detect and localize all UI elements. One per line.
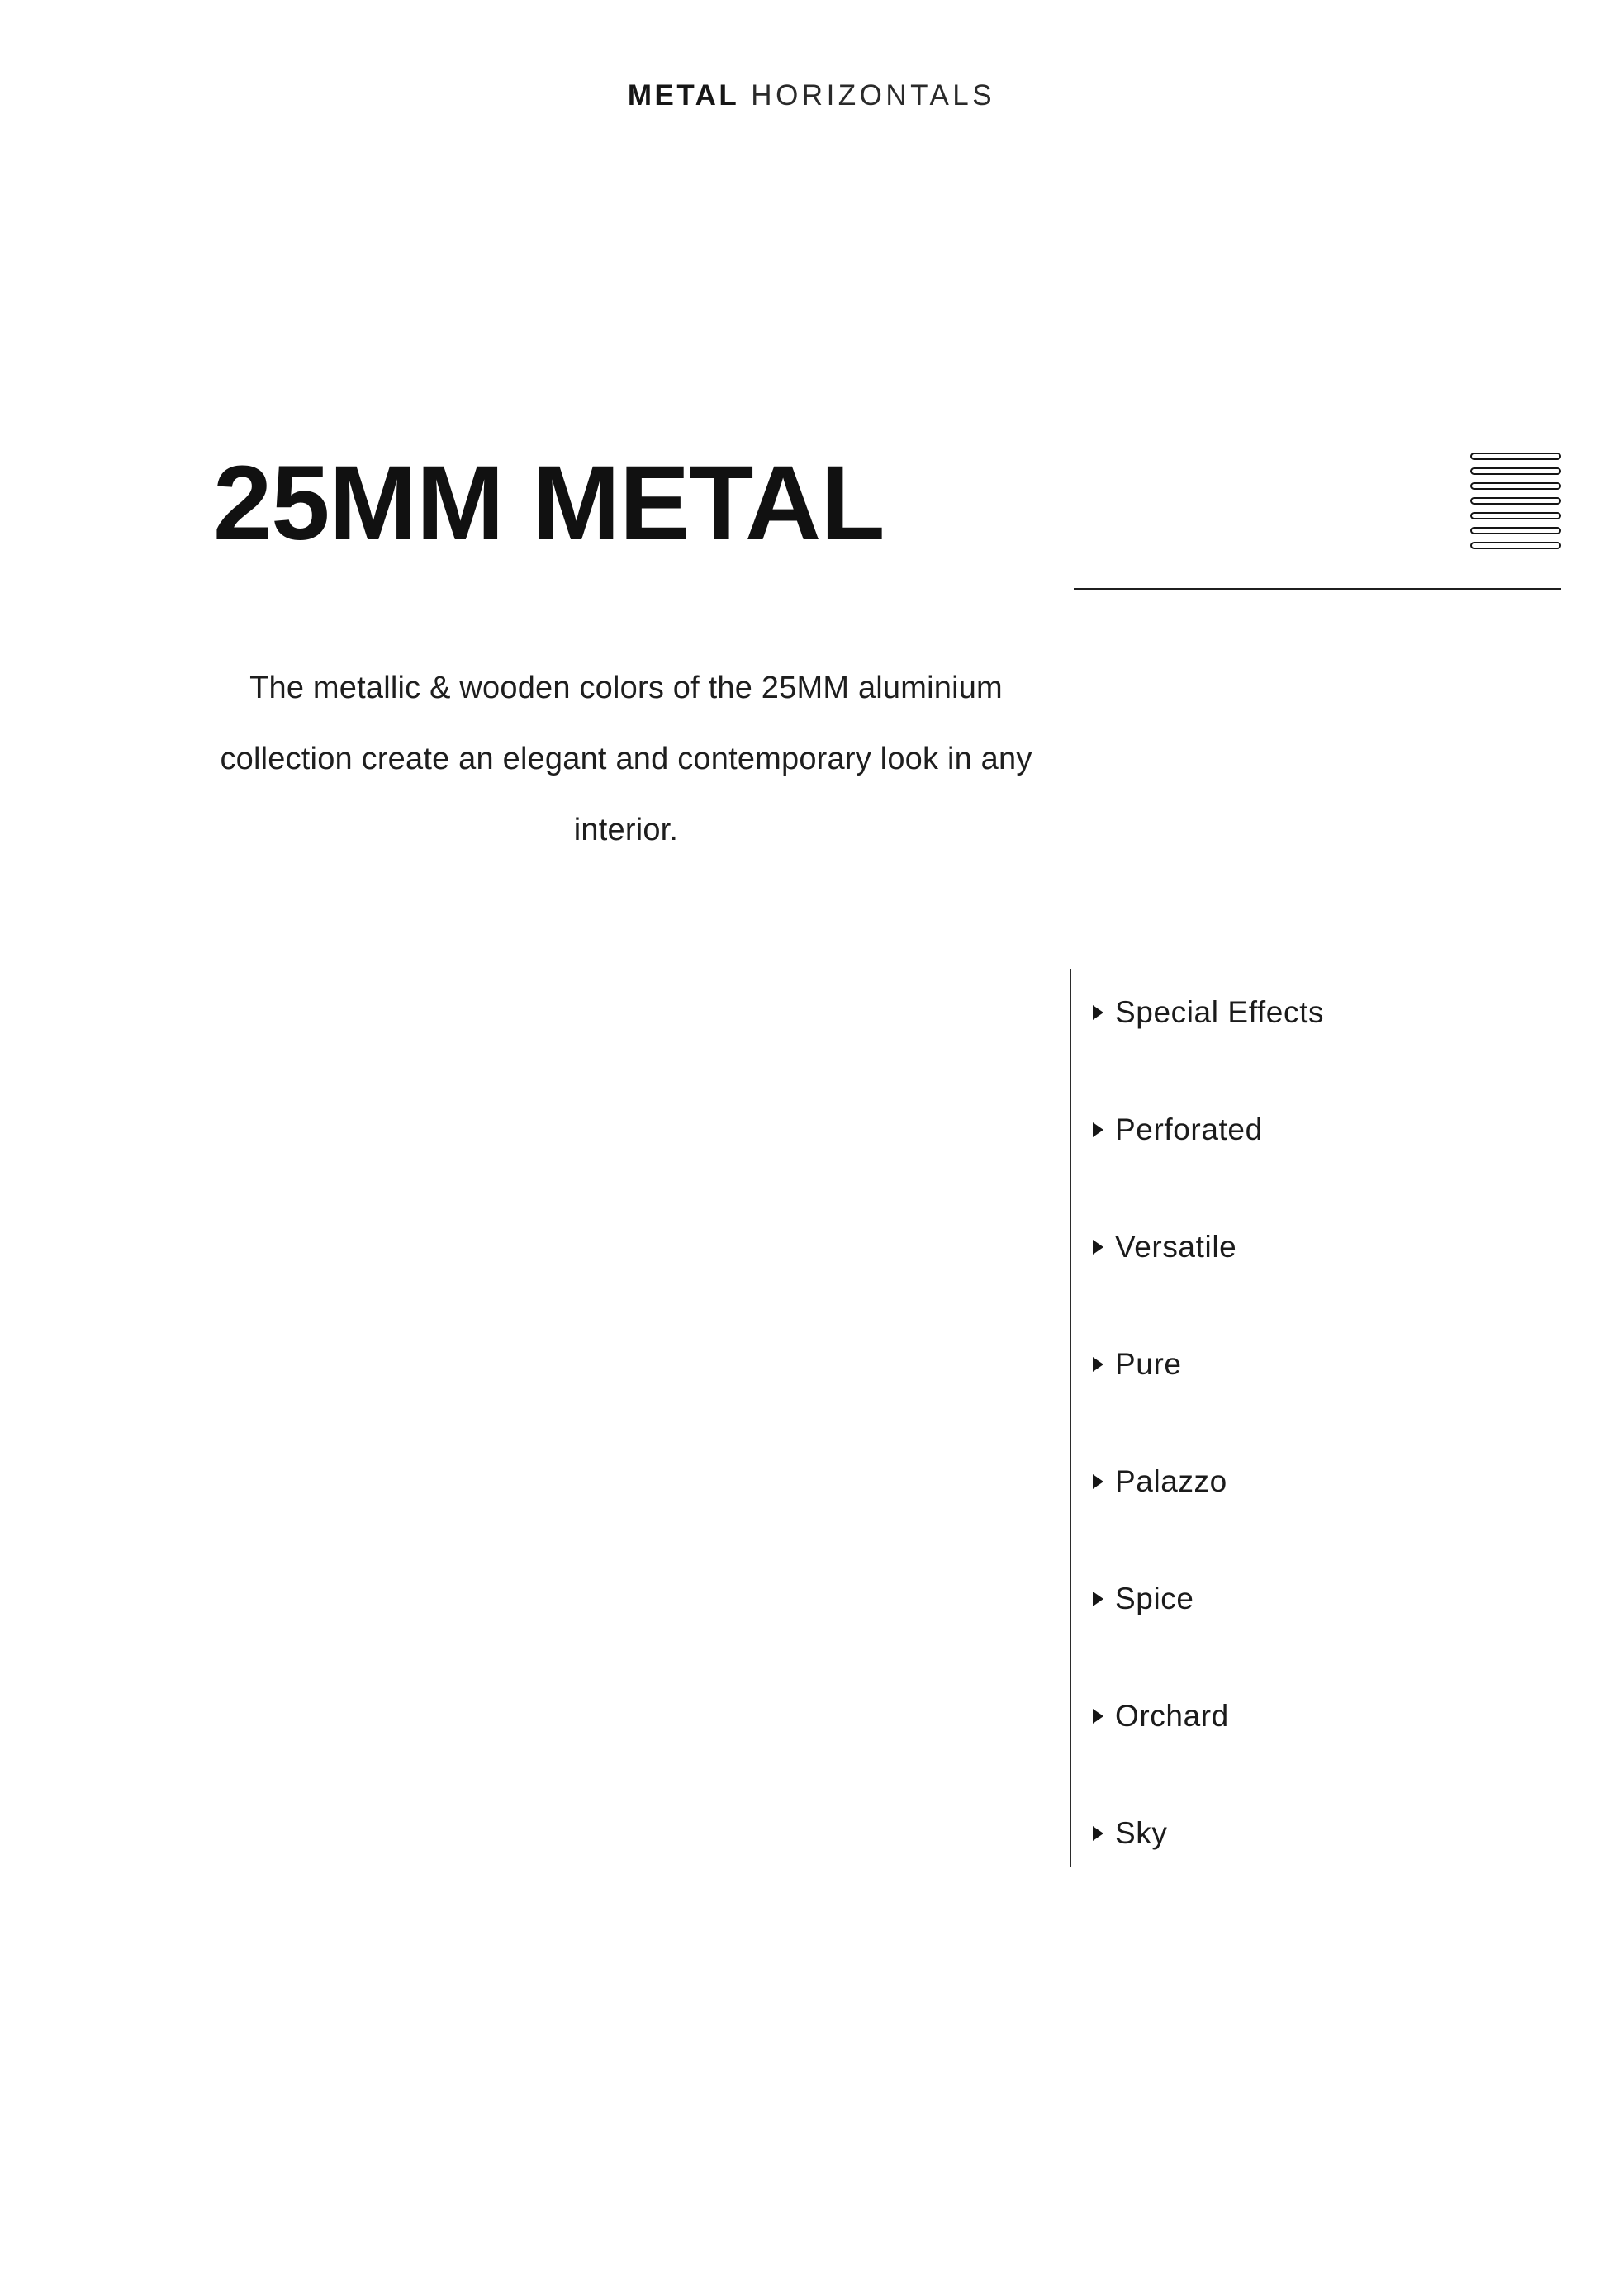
list-item-label: Special Effects	[1115, 995, 1325, 1029]
list-item[interactable]	[1093, 1188, 1324, 1306]
list-item[interactable]	[1093, 1306, 1324, 1423]
list-item-label: Pure	[1115, 1347, 1182, 1381]
list-item[interactable]	[1093, 1071, 1324, 1188]
arrow-right-icon	[1093, 1122, 1103, 1137]
intro-paragraph: The metallic & wooden colors of the 25MM aluminium collection create an elegant and contemporary look in any interior.	[220, 671, 1032, 847]
arrow-right-icon	[1093, 1592, 1103, 1606]
hero-section	[0, 446, 1623, 611]
list-item-label: Spice	[1115, 1582, 1194, 1615]
list-item-label: Palazzo	[1115, 1464, 1227, 1498]
header-title-light: HORIZONTALS	[751, 79, 996, 111]
contents-list	[1093, 954, 1324, 1892]
page-header	[0, 79, 1623, 112]
list-item[interactable]	[1093, 1658, 1324, 1775]
list-item[interactable]	[1093, 1540, 1324, 1658]
arrow-right-icon	[1093, 1005, 1103, 1020]
arrow-right-icon	[1093, 1709, 1103, 1724]
arrow-right-icon	[1093, 1826, 1103, 1841]
arrow-right-icon	[1093, 1357, 1103, 1372]
list-item-label: Sky	[1115, 1816, 1168, 1850]
list-item[interactable]	[1093, 1423, 1324, 1540]
list-item[interactable]	[1093, 1775, 1324, 1892]
list-item-label: Versatile	[1115, 1230, 1237, 1264]
list-item-label: Perforated	[1115, 1112, 1263, 1146]
list-item[interactable]	[1093, 954, 1324, 1071]
page-title: 25MM METAL	[213, 444, 885, 562]
list-item-label: Orchard	[1115, 1699, 1229, 1733]
arrow-right-icon	[1093, 1240, 1103, 1255]
arrow-right-icon	[1093, 1474, 1103, 1489]
blind-slats-icon	[1470, 453, 1561, 560]
title-divider	[1074, 588, 1561, 590]
header-title-strong: METAL	[627, 79, 740, 111]
contents-divider	[1070, 969, 1071, 1867]
